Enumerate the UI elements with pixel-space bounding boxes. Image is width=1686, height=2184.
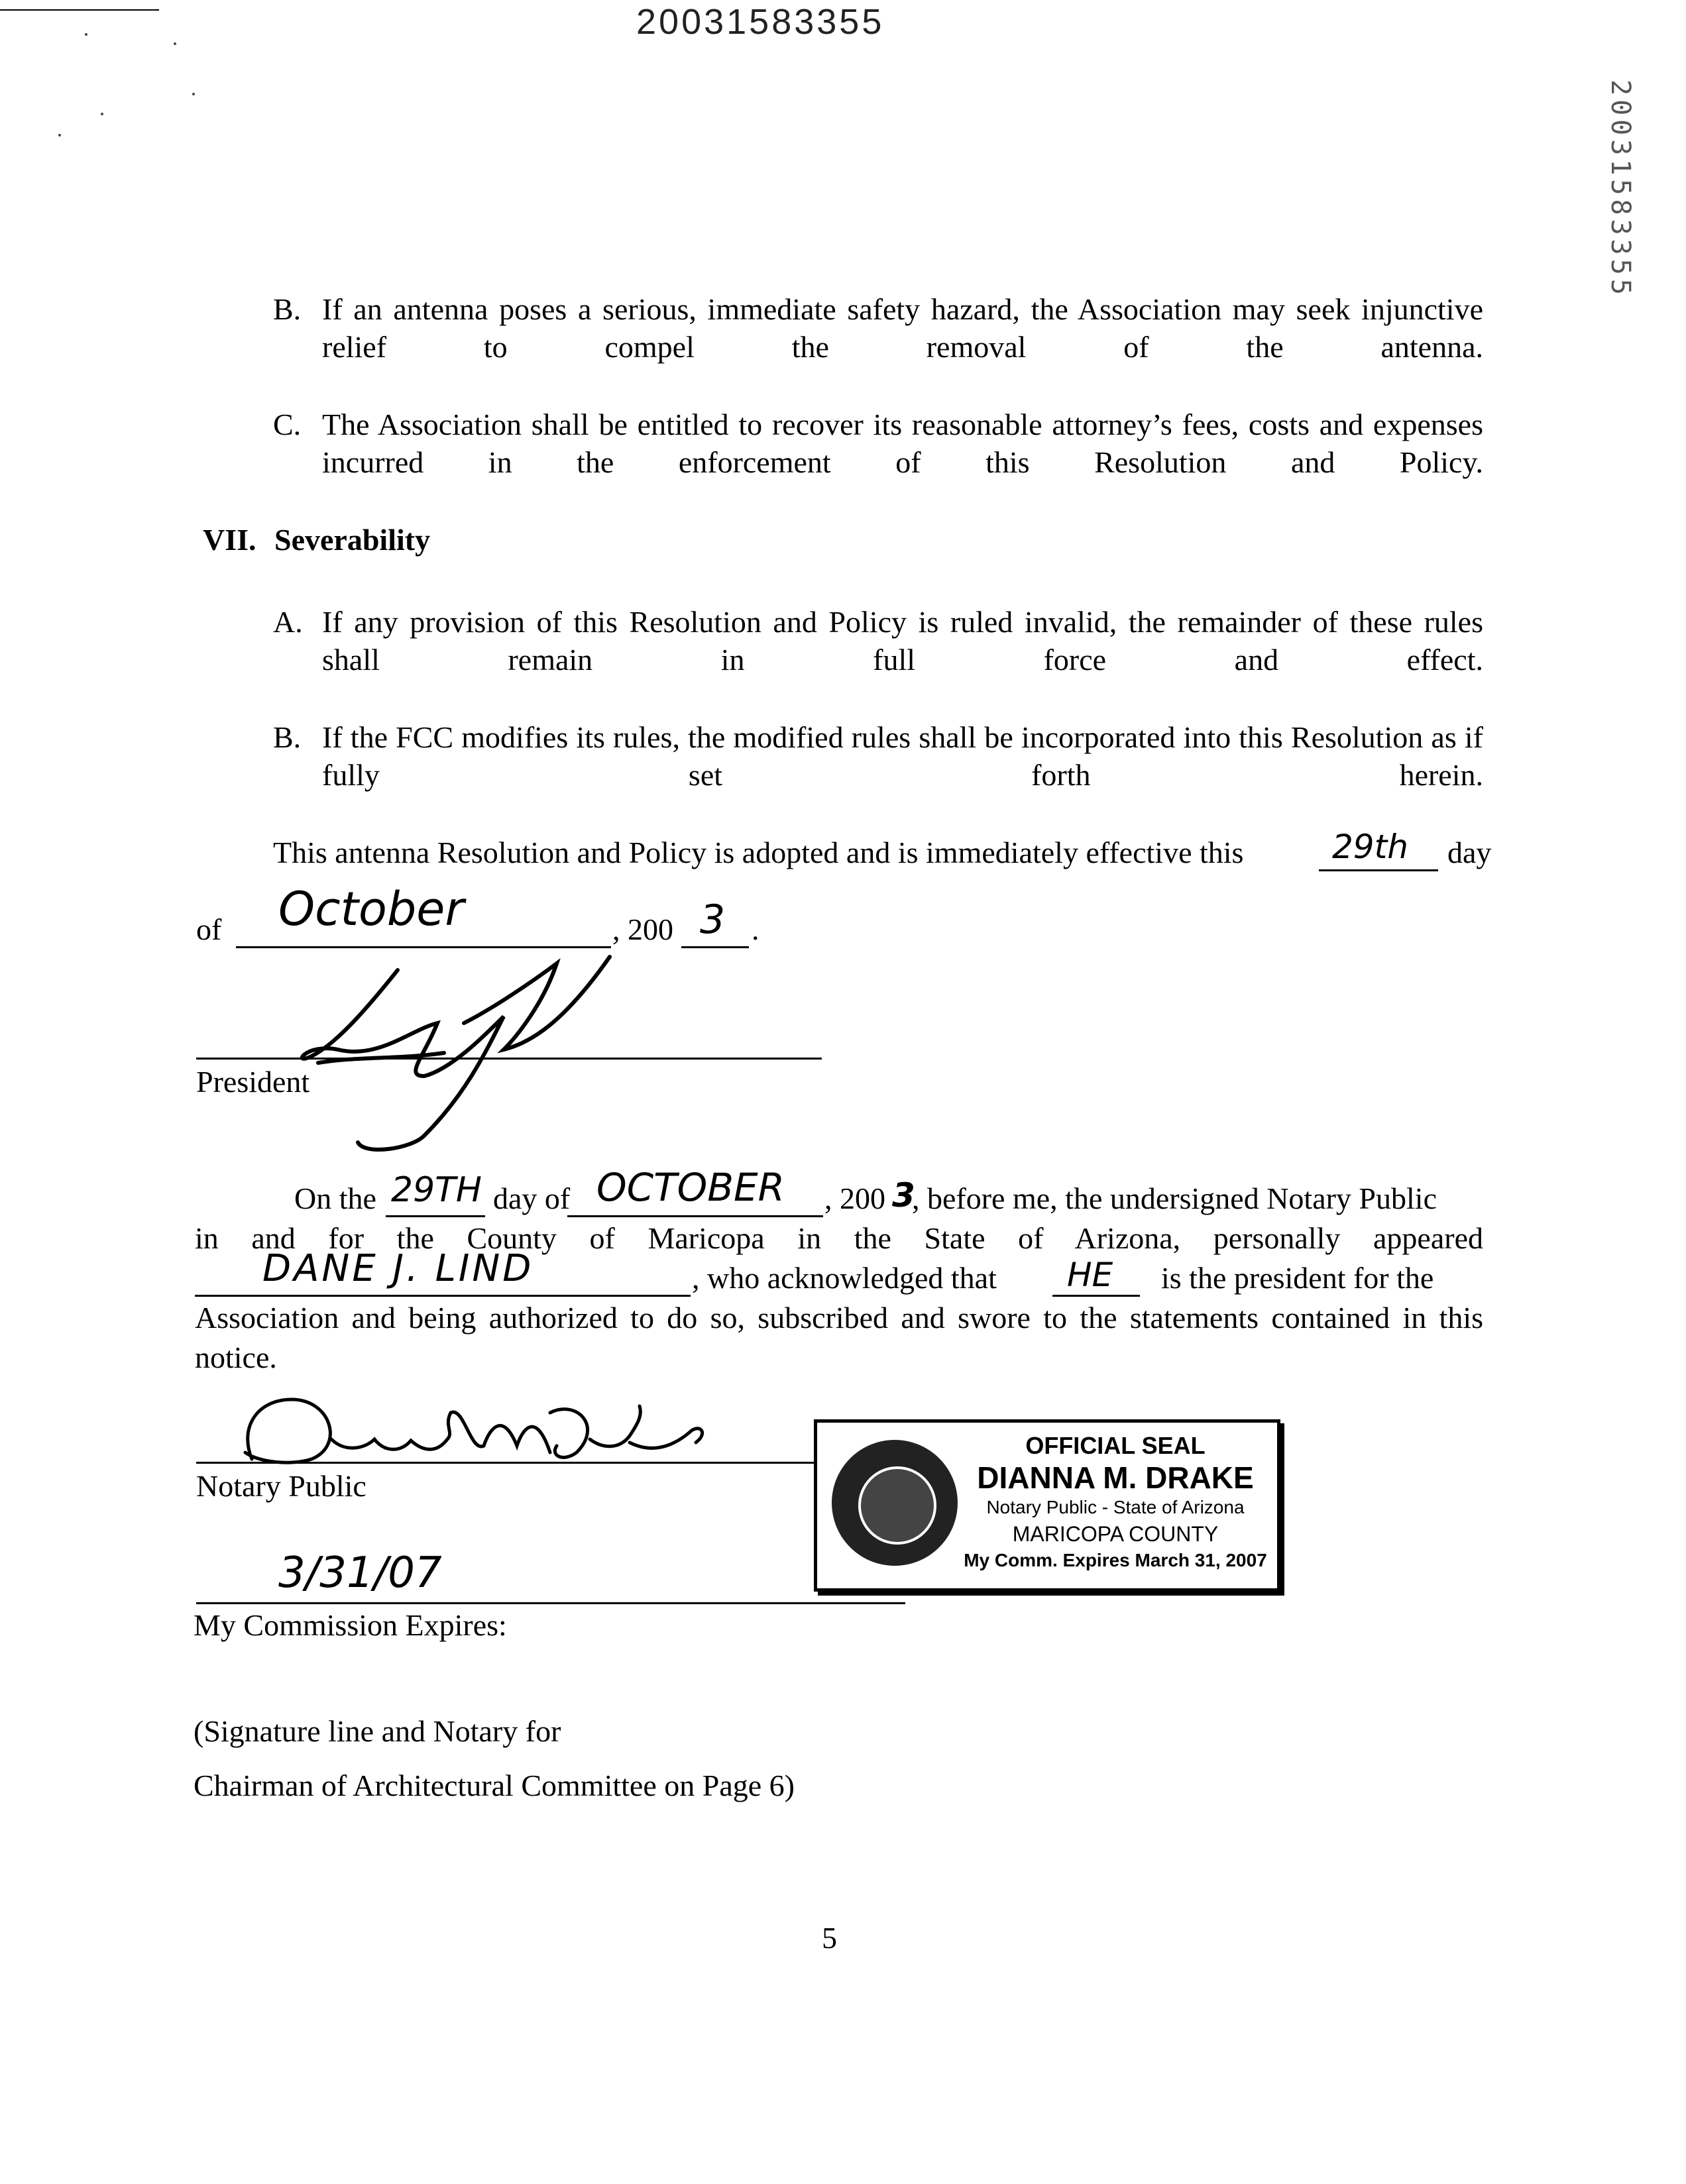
margin-recording-stamp: 20031583355 (1605, 80, 1636, 299)
notary-year-prefix: , 200 (824, 1181, 885, 1215)
item-letter: B. (273, 720, 302, 754)
section-number: VII. (203, 523, 256, 557)
adoption-day-word: day (1447, 836, 1492, 869)
notary-is-president: is the president for the (1161, 1261, 1434, 1295)
notary-after-year: , before me, the undersigned Notary Public (912, 1181, 1437, 1215)
notary-day-fill-line (386, 1215, 485, 1217)
notary-name-fill-line (195, 1295, 691, 1297)
handwritten-pronoun: HE (1067, 1256, 1113, 1294)
handwritten-year-digit: 3 (700, 897, 726, 943)
adoption-year-prefix: , 200 (612, 912, 673, 946)
adoption-of-word: of (196, 912, 222, 946)
commission-expires-label: My Commission Expires: (194, 1608, 507, 1642)
expiry-fill-line (196, 1602, 905, 1604)
seal-line-4: MARICOPA COUNTY (1012, 1522, 1219, 1546)
notary-line-2: in and for the County of Maricopa in the State of Arizona, personally appeared (195, 1221, 1483, 1255)
handwritten-day: 29th (1332, 828, 1408, 866)
top-rule (0, 9, 159, 11)
notary-line-4: Association and being authorized to do so, subscribed and swore to the statements contained in this (195, 1301, 1483, 1335)
paragraph-vi-b: If an antenna poses a serious, immediate safety hazard, the Association may seek injunctive relief to compel the removal of the antenna. (322, 292, 1483, 364)
scan-speck (192, 93, 195, 95)
handwritten-notary-day: 29TH (391, 1170, 482, 1210)
handwritten-appearer-name: DANE J. LIND (262, 1247, 534, 1290)
adoption-period: . (752, 912, 759, 946)
paragraph-vii-a: If any provision of this Resolution and Policy is ruled invalid, the remainder of these rules shall remain in full force and effect. (322, 605, 1483, 677)
president-signature-line (196, 1058, 822, 1060)
official-notary-seal (814, 1419, 1280, 1592)
notary-on-the: On the (294, 1181, 376, 1215)
notary-signature-line (196, 1462, 908, 1464)
scan-speck (101, 113, 103, 115)
year-fill-line (681, 946, 749, 948)
scan-speck (174, 42, 176, 45)
president-signature (265, 944, 689, 1156)
handwritten-expiry-date: 3/31/07 (278, 1549, 442, 1598)
notary-who-ack: , who acknowledged that (692, 1261, 997, 1295)
seal-line-2: DIANNA M. DRAKE (977, 1460, 1254, 1495)
day-fill-line (1319, 869, 1438, 871)
footer-note-line-1: (Signature line and Notary for (194, 1714, 561, 1748)
arizona-state-seal-icon (832, 1440, 958, 1566)
scan-speck (58, 134, 61, 136)
paragraph-vii-b: If the FCC modifies its rules, the modified rules shall be incorporated into this Resolution as if fully set forth herein. (322, 720, 1483, 792)
paragraph-vi-c: The Association shall be entitled to recover its reasonable attorney’s fees, costs and expenses incurred in the enforcement of this Resolution and Policy. (322, 408, 1483, 479)
item-letter: B. (273, 292, 302, 326)
notary-month-fill-line (567, 1215, 823, 1217)
handwritten-notary-month: OCTOBER (596, 1165, 785, 1210)
item-letter: C. (273, 408, 302, 441)
notary-public-label: Notary Public (196, 1469, 366, 1503)
president-label: President (196, 1065, 310, 1099)
scan-speck (85, 33, 87, 36)
seal-line-5: My Comm. Expires March 31, 2007 (964, 1550, 1267, 1570)
notary-day-of: day of (493, 1181, 571, 1215)
seal-line-1: OFFICIAL SEAL (1025, 1432, 1206, 1459)
section-title: Severability (274, 523, 431, 557)
notary-line-5: notice. (195, 1340, 277, 1374)
adoption-text: This antenna Resolution and Policy is adopted and is immediately effective this (273, 836, 1244, 869)
footer-note-line-2: Chairman of Architectural Committee on Page 6) (194, 1769, 795, 1802)
handwritten-month: October (278, 882, 465, 936)
seal-line-3: Notary Public - State of Arizona (986, 1497, 1245, 1517)
page-number: 5 (822, 1921, 837, 1955)
notary-pronoun-fill-line (1052, 1295, 1140, 1297)
handwritten-notary-year-digit: 3 (892, 1176, 915, 1215)
item-letter: A. (273, 605, 303, 639)
document-number: 20031583355 (636, 2, 885, 42)
